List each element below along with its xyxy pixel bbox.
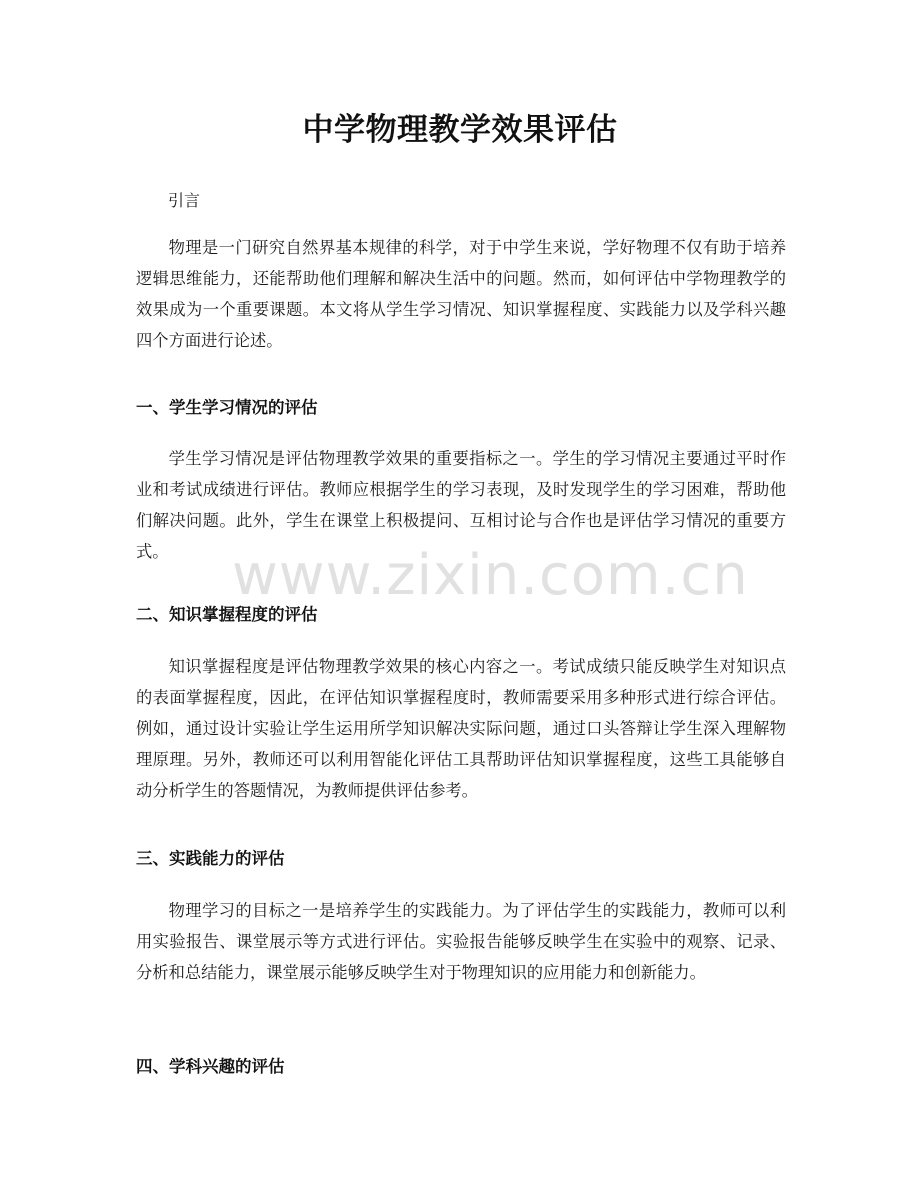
watermark: www.zixin.com.cn: [232, 543, 749, 608]
section-heading-3: 三、实践能力的评估: [136, 849, 285, 868]
section-heading-4: 四、学科兴趣的评估: [136, 1057, 285, 1076]
intro-label: 引言: [168, 191, 201, 210]
section-paragraph-2: 知识掌握程度是评估物理教学效果的核心内容之一。考试成绩只能反映学生对知识点的表面掌握程度，因此，在评估知识掌握程度时，教师需要采用多种形式进行综合评估。例如，通过设计实验让学生运用所学知识解决实际问题，通过口头答辩让学生深入理解物理原理。另外，教师还可以利用智能化评估工具帮助评估知识掌握程度，这些工具能够自动分析学生的答题情况，为教师提供评估参考。: [136, 657, 786, 800]
section-paragraph-3: 物理学习的目标之一是培养学生的实践能力。为了评估学生的实践能力，教师可以利用实验报告、课堂展示等方式进行评估。实验报告能够反映学生在实验中的观察、记录、分析和总结能力，课堂展示能够反映学生对于物理知识的应用能力和创新能力。: [136, 901, 786, 982]
section-heading-1: 一、学生学习情况的评估: [136, 398, 318, 417]
document-title: 中学物理教学效果评估: [302, 112, 618, 148]
intro-paragraph: 物理是一门研究自然界基本规律的科学，对于中学生来说，学好物理不仅有助于培养逻辑思维能力，还能帮助他们理解和解决生活中的问题。然而，如何评估中学物理教学的效果成为一个重要课题。本文将从学生学习情况、知识掌握程度、实践能力以及学科兴趣四个方面进行论述。: [136, 238, 786, 350]
section-heading-2: 二、知识掌握程度的评估: [136, 605, 318, 624]
section-paragraph-1: 学生学习情况是评估物理教学效果的重要指标之一。学生的学习情况主要通过平时作业和考试成绩进行评估。教师应根据学生的学习表现，及时发现学生的学习困难，帮助他们解决问题。此外，学生在课堂上积极提问、互相讨论与合作也是评估学习情况的重要方式。: [136, 449, 786, 561]
